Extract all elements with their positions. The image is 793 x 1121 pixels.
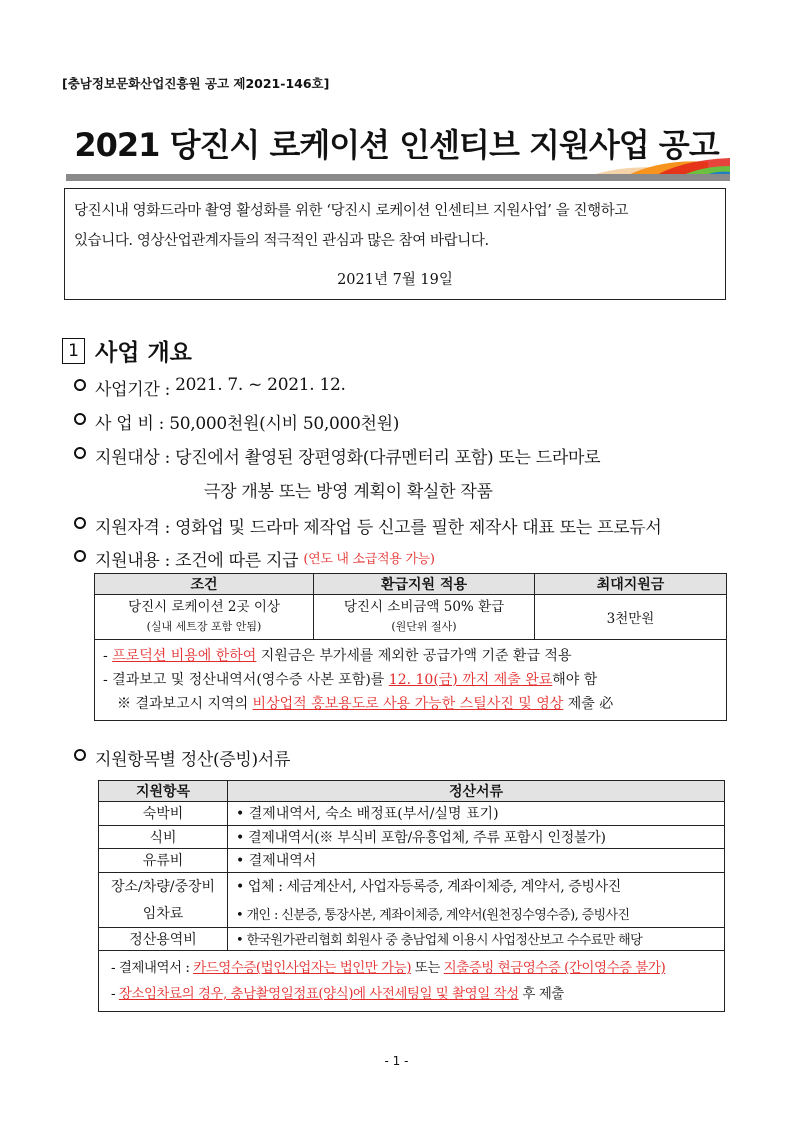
table-notes-row bbox=[95, 640, 727, 721]
intro-line-2: 있습니다. 영상산업관계자들의 적극적인 관심과 많은 참여 바랍니다. bbox=[74, 233, 489, 249]
circle-bullet-icon bbox=[74, 413, 86, 425]
table-cell: • 한국원가관리협회 회원사 중 충남업체 이용시 사업정산보고 수수료만 해당 bbox=[228, 927, 725, 951]
retroactive-note: (연도 내 소급적용 가능) bbox=[303, 552, 435, 567]
table-cell: 장소/차량/중장비 bbox=[99, 872, 228, 900]
note-line: ※ 결과보고시 지역의 비상업적 홍보용도로 사용 가능한 스틸사진 및 영상 제출 必 bbox=[117, 696, 614, 712]
table-cell: 당진시 로케이션 2곳 이상 (실내 세트장 포함 안됨) bbox=[95, 595, 314, 640]
table-header-row bbox=[99, 781, 725, 802]
table-row bbox=[99, 927, 725, 951]
section-number: 1 bbox=[62, 338, 85, 364]
overview-item-target-line2: 극장 개봉 또는 방영 계획이 확실한 작품 bbox=[204, 482, 493, 502]
docs-heading: 지원항목별 정산(증빙)서류 bbox=[74, 745, 290, 770]
table-row bbox=[99, 872, 725, 900]
table-row bbox=[99, 849, 725, 873]
note-line: - 결제내역서 : 카드영수증(법인사업자는 법인만 가능) 또는 지출증빙 현금영수증 (간이영수증 불가) bbox=[111, 960, 666, 976]
overview-item-content: 지원내용 : 조건에 따른 지급 (연도 내 소급적용 가능) bbox=[74, 546, 435, 571]
support-table bbox=[94, 573, 727, 721]
table-cell: 숙박비 bbox=[99, 802, 228, 826]
table-cell: 유류비 bbox=[99, 849, 228, 873]
notice-number: [충남정보문화산업진흥원 공고 제2021-146호] bbox=[62, 76, 330, 91]
title-underline bbox=[66, 174, 730, 181]
table-row bbox=[99, 900, 725, 928]
page-title: 2021 당진시 로케이션 인센티브 지원사업 공고 bbox=[74, 126, 719, 164]
table-row bbox=[95, 595, 727, 640]
note-line: - 결과보고 및 정산내역서(영수증 사본 포함)를 12. 10(금) 까지 제출 완료해야 함 bbox=[103, 672, 598, 688]
table-cell: • 결제내역서, 숙소 배정표(부서/실명 표기) bbox=[228, 802, 725, 826]
overview-item-target: 지원대상 : 당진에서 촬영된 장편영화(다큐멘터리 포함) 또는 드라마로 bbox=[74, 443, 600, 468]
table-header: 지원항목 bbox=[99, 781, 228, 802]
circle-bullet-icon bbox=[74, 379, 86, 391]
table-cell: 임차료 bbox=[99, 900, 228, 928]
note-line: - 프로덕션 비용에 한하여 지원금은 부가세를 제외한 공급가액 기준 환급 적용 bbox=[103, 648, 572, 664]
section-heading bbox=[62, 334, 192, 367]
intro-date: 2021년 7월 19일 bbox=[337, 272, 453, 288]
page-number: - 1 - bbox=[384, 1054, 409, 1068]
table-header: 최대지원금 bbox=[535, 574, 727, 595]
section-title: 사업 개요 bbox=[95, 340, 192, 366]
table-header: 정산서류 bbox=[228, 781, 725, 802]
table-cell: • 결제내역서 bbox=[228, 849, 725, 873]
intro-text bbox=[74, 196, 722, 256]
table-cell: • 결제내역서(※ 부식비 포함/유흥업체, 주류 포함시 인정불가) bbox=[228, 825, 725, 849]
table-cell: 정산용역비 bbox=[99, 927, 228, 951]
table-header: 조건 bbox=[95, 574, 314, 595]
table-row bbox=[99, 825, 725, 849]
table-notes bbox=[95, 640, 727, 721]
intro-line-1: 당진시내 영화드라마 촬영 활성화를 위한 ‘당진시 로케이션 인센티브 지원사업’ 을 진행하고 bbox=[74, 203, 628, 219]
overview-item-period: 사업기간 : 2021. 7. ~ 2021. 12. bbox=[74, 375, 346, 400]
table-row bbox=[99, 802, 725, 826]
circle-bullet-icon bbox=[74, 447, 86, 459]
circle-bullet-icon bbox=[74, 550, 86, 562]
table-cell: 당진시 소비금액 50% 환급 (원단위 절사) bbox=[314, 595, 535, 640]
table-cell: • 개인 : 신분증, 통장사본, 계좌이체증, 계약서(원천징수영수증), 증빙사진 bbox=[228, 900, 725, 928]
table-notes bbox=[99, 951, 725, 1012]
table-cell: 식비 bbox=[99, 825, 228, 849]
circle-bullet-icon bbox=[74, 517, 86, 529]
table-notes-row bbox=[99, 951, 725, 1012]
note-line: - 장소임차료의 경우, 충남촬영일정표(양식)에 사전세팅일 및 촬영일 작성 후 제출 bbox=[111, 986, 564, 1002]
overview-item-eligibility: 지원자격 : 영화업 및 드라마 제작업 등 신고를 필한 제작사 대표 또는 프로듀서 bbox=[74, 513, 661, 538]
overview-item-budget: 사 업 비 : 50,000천원(시비 50,000천원) bbox=[74, 409, 399, 434]
circle-bullet-icon bbox=[74, 749, 86, 761]
table-header: 환급지원 적용 bbox=[314, 574, 535, 595]
table-header-row bbox=[95, 574, 727, 595]
table-cell: 3천만원 bbox=[535, 595, 727, 640]
table-cell: • 업체 : 세금계산서, 사업자등록증, 계좌이체증, 계약서, 증빙사진 bbox=[228, 872, 725, 900]
documents-table bbox=[98, 780, 725, 1012]
